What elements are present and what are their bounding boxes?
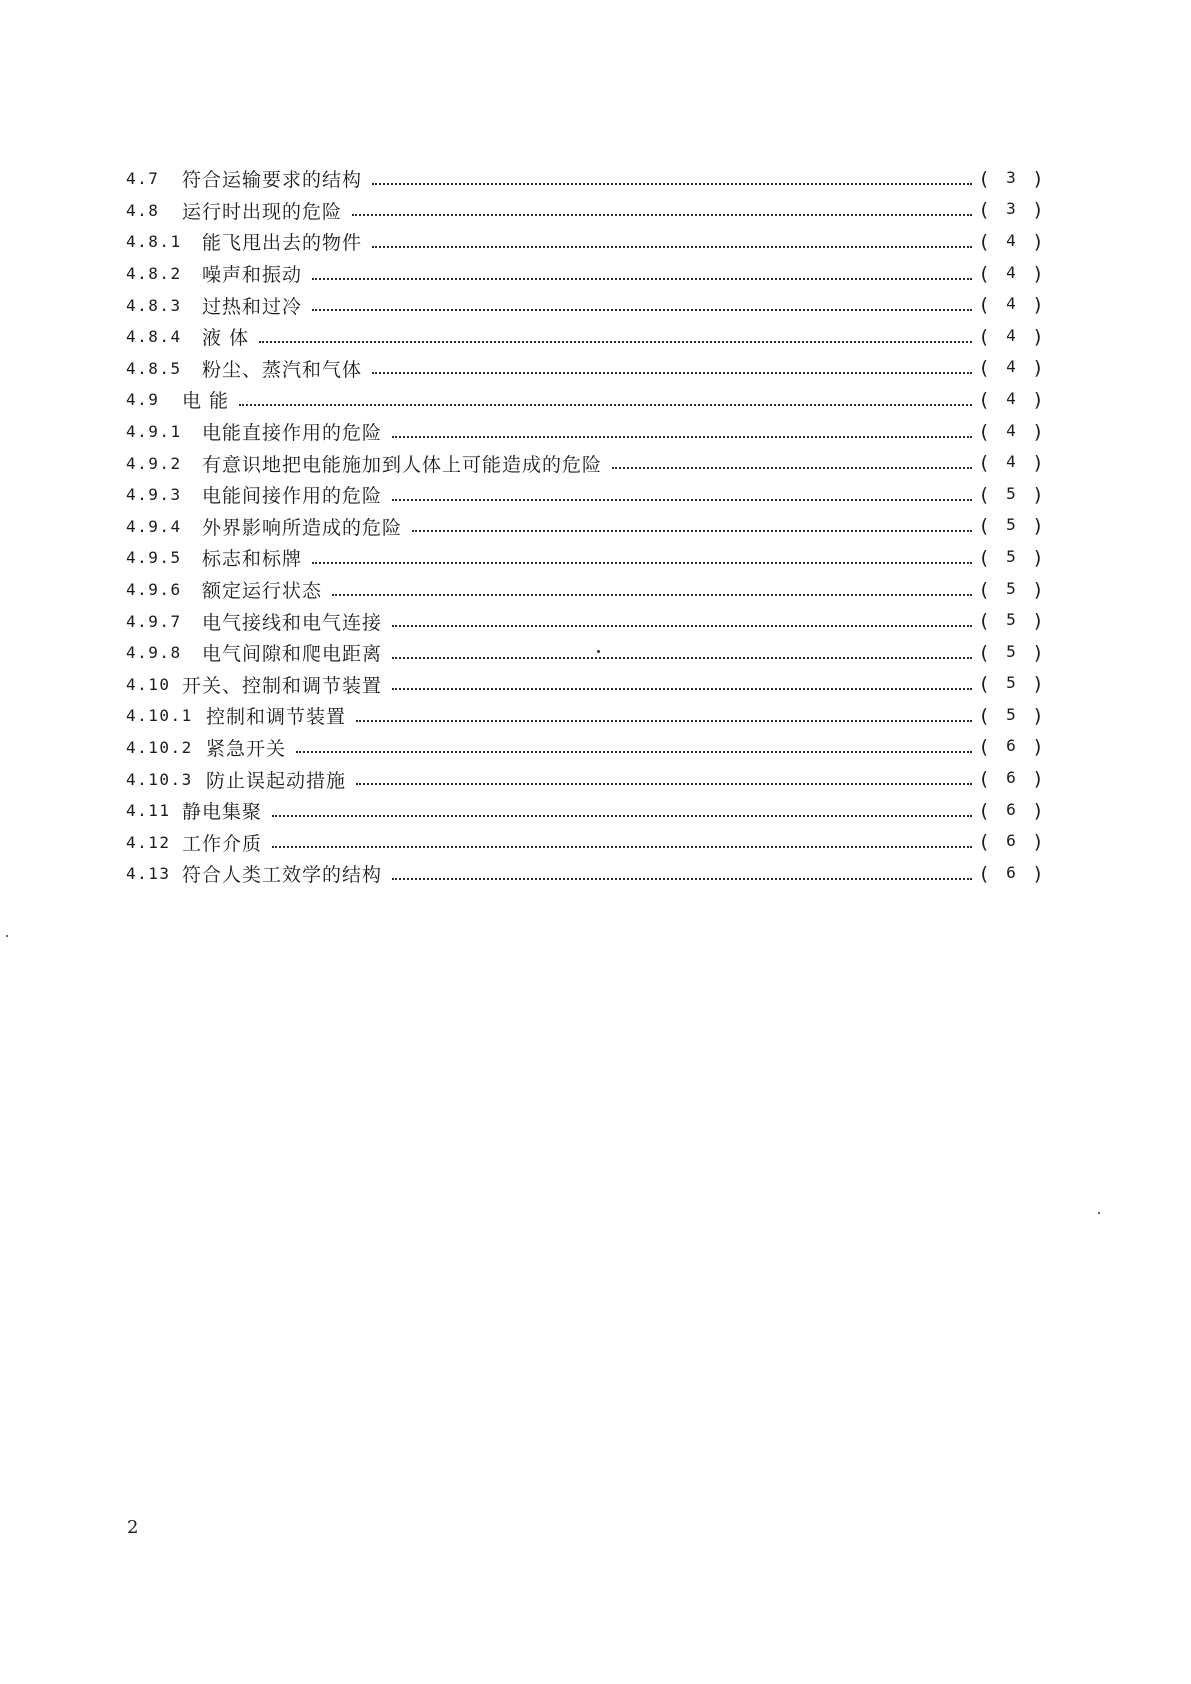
dot-leader [392, 434, 972, 438]
toc-entry-number: 4.11 [126, 801, 171, 821]
toc-entry-page [976, 421, 1046, 443]
toc-entry-number: 4.9 [126, 390, 160, 410]
toc-entry-number: 4.9.7 [126, 611, 182, 631]
toc-entry-number: 4.9.4 [126, 516, 182, 536]
close-paren: ) [1032, 736, 1044, 759]
open-paren: ( [978, 357, 990, 380]
toc-entry-title: 电能直接作用的危险 [202, 422, 383, 445]
page-ref: 6 [1006, 831, 1016, 851]
toc-entry-number: 4.9.1 [126, 422, 182, 442]
toc-entry-number: 4.12 [126, 832, 171, 852]
toc-entry [126, 289, 1046, 321]
close-paren: ) [1032, 831, 1044, 854]
open-paren: ( [978, 515, 990, 538]
toc-entry-number: 4.10.1 [126, 706, 193, 726]
dot-leader [312, 307, 972, 311]
toc-entry-title: 粉尘、蒸汽和气体 [202, 358, 363, 381]
toc-entry [126, 732, 1046, 764]
toc-entry [126, 226, 1046, 258]
open-paren: ( [978, 578, 990, 601]
page-ref: 4 [1006, 294, 1016, 314]
page-ref: 3 [1006, 199, 1016, 219]
page-ref: 4 [1006, 388, 1016, 408]
toc-entry-page [976, 484, 1046, 506]
toc-entry [126, 195, 1046, 227]
open-paren: ( [978, 199, 990, 222]
open-paren: ( [978, 388, 990, 411]
page-number: 2 [127, 1517, 139, 1538]
page-ref: 4 [1006, 420, 1016, 440]
dot-leader [352, 212, 972, 216]
toc-entry-page [976, 326, 1046, 348]
open-paren: ( [978, 736, 990, 759]
scan-speck [6, 935, 8, 937]
toc-entry-page [976, 642, 1046, 664]
dot-leader [392, 497, 972, 501]
dot-leader [372, 181, 972, 185]
dot-leader [332, 592, 972, 596]
toc-entry-number: 4.9.6 [126, 580, 182, 600]
toc-entry-page [976, 547, 1046, 569]
table-of-contents [126, 163, 1046, 890]
toc-entry-number: 4.8.1 [126, 232, 182, 252]
toc-entry-number: 4.8.5 [126, 358, 182, 378]
close-paren: ) [1032, 799, 1044, 822]
toc-entry [126, 384, 1046, 416]
close-paren: ) [1032, 388, 1044, 411]
page-ref: 5 [1006, 483, 1016, 503]
dot-leader [356, 718, 972, 722]
toc-entry-page [976, 831, 1046, 853]
page-ref: 6 [1006, 768, 1016, 788]
dot-leader [259, 339, 972, 343]
close-paren: ) [1032, 515, 1044, 538]
open-paren: ( [978, 768, 990, 791]
toc-entry-title: 紧急开关 [206, 737, 287, 760]
toc-entry [126, 511, 1046, 543]
close-paren: ) [1032, 578, 1044, 601]
toc-entry-title: 电气间隙和爬电距离 [202, 643, 383, 666]
scan-speck [597, 650, 600, 653]
close-paren: ) [1032, 546, 1044, 569]
close-paren: ) [1032, 357, 1044, 380]
open-paren: ( [978, 294, 990, 317]
toc-entry-title: 电能间接作用的危险 [202, 485, 383, 508]
close-paren: ) [1032, 452, 1044, 475]
toc-entry-page [976, 579, 1046, 601]
open-paren: ( [978, 610, 990, 633]
toc-entry-number: 4.8.2 [126, 264, 182, 284]
toc-entry-page [976, 800, 1046, 822]
toc-entry-page [976, 452, 1046, 474]
open-paren: ( [978, 546, 990, 569]
toc-entry [126, 163, 1046, 195]
open-paren: ( [978, 167, 990, 190]
toc-entry-page [976, 199, 1046, 221]
toc-entry [126, 574, 1046, 606]
open-paren: ( [978, 452, 990, 475]
toc-entry-number: 4.10.3 [126, 769, 193, 789]
page-ref: 4 [1006, 262, 1016, 282]
toc-entry-page [976, 357, 1046, 379]
toc-entry-title: 开关、控制和调节装置 [182, 674, 383, 697]
toc-entry-page [976, 705, 1046, 727]
toc-entry-title: 电气接线和电气连接 [202, 611, 383, 634]
dot-leader [272, 844, 972, 848]
toc-entry [126, 637, 1046, 669]
open-paren: ( [978, 799, 990, 822]
page-ref: 4 [1006, 325, 1016, 345]
toc-entry-page [976, 736, 1046, 758]
toc-entry-page [976, 294, 1046, 316]
scan-speck [1098, 1212, 1100, 1214]
close-paren: ) [1032, 641, 1044, 664]
open-paren: ( [978, 325, 990, 348]
toc-entry-title: 控制和调节装置 [206, 706, 347, 729]
toc-entry-title: 标志和标牌 [202, 548, 303, 571]
dot-leader [372, 244, 972, 248]
dot-leader [372, 370, 972, 374]
page-ref: 4 [1006, 452, 1016, 472]
toc-entry [126, 763, 1046, 795]
dot-leader [392, 655, 972, 659]
close-paren: ) [1032, 167, 1044, 190]
toc-entry [126, 858, 1046, 890]
toc-entry-title: 能飞甩出去的物件 [202, 232, 363, 255]
toc-entry-page [976, 673, 1046, 695]
toc-entry-number: 4.8.4 [126, 327, 182, 347]
close-paren: ) [1032, 294, 1044, 317]
close-paren: ) [1032, 230, 1044, 253]
toc-entry-title: 有意识地把电能施加到人体上可能造成的危险 [202, 453, 603, 476]
toc-entry [126, 416, 1046, 448]
close-paren: ) [1032, 262, 1044, 285]
close-paren: ) [1032, 704, 1044, 727]
toc-entry [126, 479, 1046, 511]
page-ref: 5 [1006, 610, 1016, 630]
page-ref: 5 [1006, 515, 1016, 535]
close-paren: ) [1032, 420, 1044, 443]
toc-entry [126, 447, 1046, 479]
toc-entry-page [976, 768, 1046, 790]
toc-entry-title: 噪声和振动 [202, 264, 303, 287]
toc-entry [126, 258, 1046, 290]
close-paren: ) [1032, 483, 1044, 506]
toc-entry-title: 符合人类工效学的结构 [182, 864, 383, 887]
dot-leader [239, 402, 972, 406]
page-ref: 4 [1006, 230, 1016, 250]
toc-entry [126, 700, 1046, 732]
open-paren: ( [978, 831, 990, 854]
open-paren: ( [978, 704, 990, 727]
toc-entry-title: 运行时出现的危险 [182, 200, 343, 223]
toc-entry-page [976, 389, 1046, 411]
toc-entry [126, 826, 1046, 858]
toc-entry [126, 605, 1046, 637]
open-paren: ( [978, 420, 990, 443]
toc-entry [126, 795, 1046, 827]
toc-entry-number: 4.13 [126, 864, 171, 884]
toc-entry-title: 符合运输要求的结构 [182, 169, 363, 192]
toc-entry-title: 额定运行状态 [202, 580, 323, 603]
dot-leader [412, 528, 972, 532]
dot-leader [612, 465, 972, 469]
page-ref: 6 [1006, 736, 1016, 756]
toc-entry-title: 工作介质 [182, 832, 263, 855]
page-ref: 3 [1006, 167, 1016, 187]
toc-entry [126, 321, 1046, 353]
toc-entry [126, 353, 1046, 385]
page-ref: 6 [1006, 799, 1016, 819]
dot-leader [312, 276, 972, 280]
toc-entry-page [976, 863, 1046, 885]
toc-entry-title: 防止误起动措施 [206, 769, 347, 792]
page-ref: 5 [1006, 673, 1016, 693]
toc-entry-number: 4.8 [126, 200, 160, 220]
toc-entry-number: 4.7 [126, 169, 160, 189]
dot-leader [392, 686, 972, 690]
page-ref: 4 [1006, 357, 1016, 377]
toc-entry-title: 液 体 [202, 327, 250, 350]
toc-entry-title: 外界影响所造成的危险 [202, 516, 403, 539]
toc-entry-number: 4.9.3 [126, 485, 182, 505]
close-paren: ) [1032, 325, 1044, 348]
toc-entry-number: 4.8.3 [126, 295, 182, 315]
dot-leader [392, 876, 972, 880]
open-paren: ( [978, 483, 990, 506]
toc-entry-page [976, 168, 1046, 190]
dot-leader [392, 623, 972, 627]
toc-entry-number: 4.9.8 [126, 643, 182, 663]
toc-entry-title: 电 能 [182, 390, 230, 413]
open-paren: ( [978, 673, 990, 696]
page-ref: 5 [1006, 641, 1016, 661]
close-paren: ) [1032, 862, 1044, 885]
open-paren: ( [978, 262, 990, 285]
page-ref: 6 [1006, 862, 1016, 882]
toc-entry-page [976, 263, 1046, 285]
toc-entry [126, 542, 1046, 574]
toc-entry-number: 4.9.2 [126, 453, 182, 473]
close-paren: ) [1032, 768, 1044, 791]
toc-entry-title: 过热和过冷 [202, 295, 303, 318]
toc-entry [126, 669, 1046, 701]
close-paren: ) [1032, 673, 1044, 696]
toc-entry-number: 4.9.5 [126, 548, 182, 568]
dot-leader [296, 749, 972, 753]
open-paren: ( [978, 862, 990, 885]
close-paren: ) [1032, 610, 1044, 633]
open-paren: ( [978, 641, 990, 664]
toc-entry-page [976, 515, 1046, 537]
page-ref: 5 [1006, 704, 1016, 724]
dot-leader [312, 560, 972, 564]
toc-entry-number: 4.10.2 [126, 737, 193, 757]
page-ref: 5 [1006, 578, 1016, 598]
page-ref: 5 [1006, 546, 1016, 566]
dot-leader [272, 813, 972, 817]
open-paren: ( [978, 230, 990, 253]
dot-leader [356, 781, 972, 785]
close-paren: ) [1032, 199, 1044, 222]
toc-entry-title: 静电集聚 [182, 801, 263, 824]
toc-entry-number: 4.10 [126, 674, 171, 694]
toc-entry-page [976, 231, 1046, 253]
toc-entry-page [976, 610, 1046, 632]
